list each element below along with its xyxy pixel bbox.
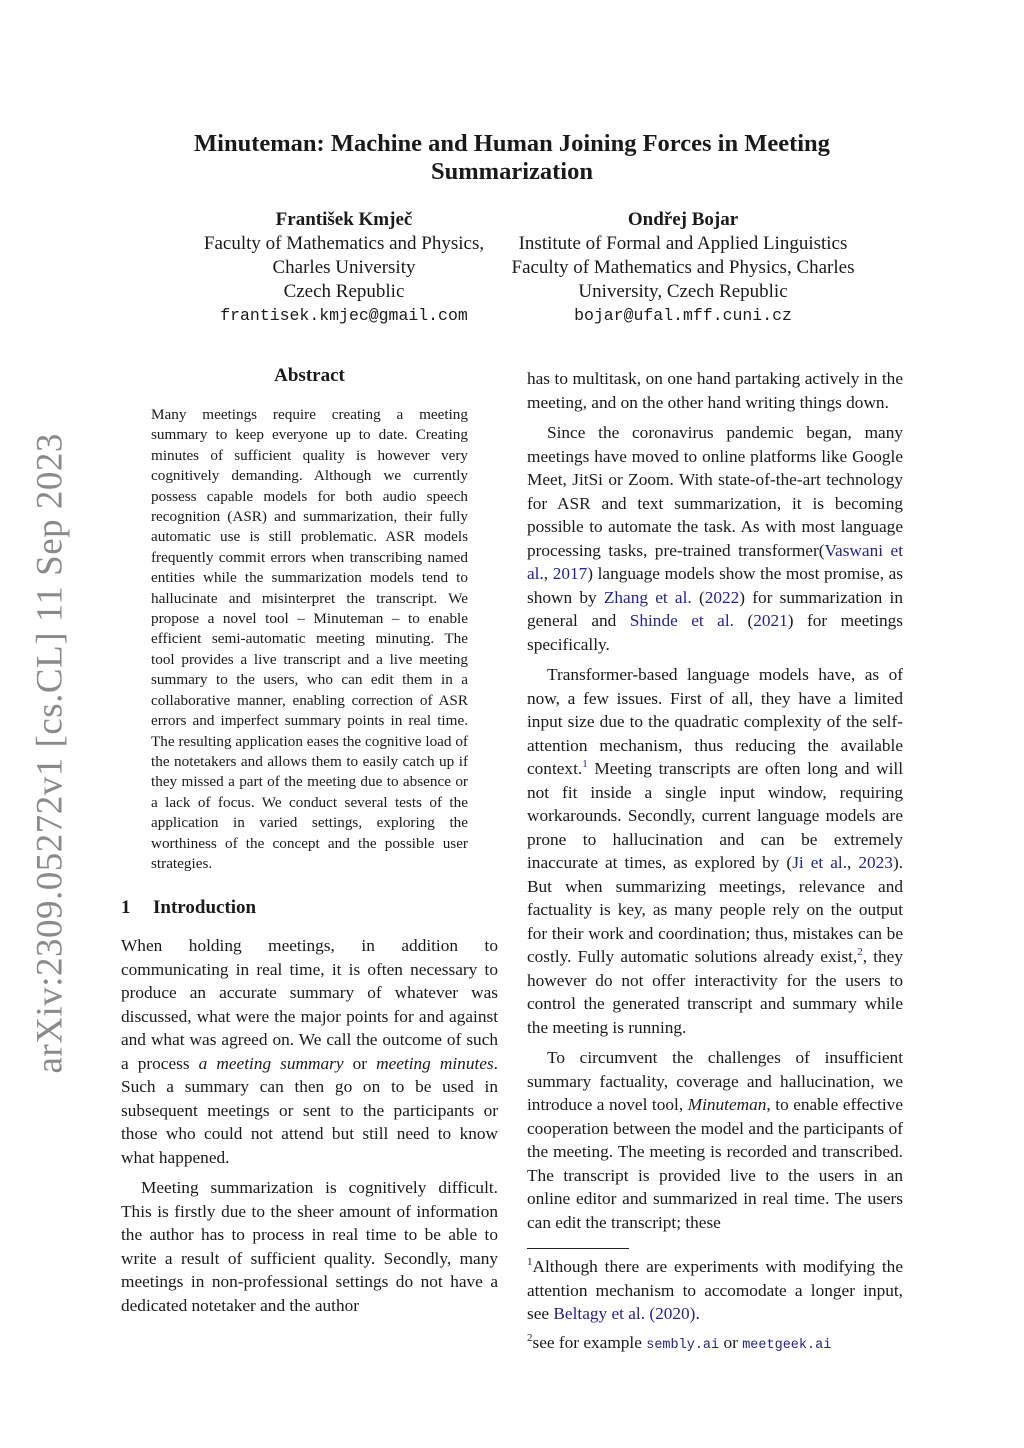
arxiv-stamp — [14, 433, 86, 1074]
intro-body — [121, 934, 498, 1317]
paper-title: Minuteman: Machine and Human Joining Forces in Meeting Summarization — [194, 130, 830, 185]
citation-link[interactable]: Vaswani et al. — [527, 540, 903, 583]
citation-year-link[interactable]: 2021 — [753, 611, 788, 630]
citation-year-link[interactable]: 2023 — [858, 853, 893, 872]
left-column — [121, 364, 498, 1317]
footnote-marker[interactable]: 2 — [857, 946, 863, 958]
section-heading — [121, 896, 498, 920]
author-affiliation: Institute of Formal and Applied Linguistics — [518, 233, 848, 254]
footnote-marker[interactable]: 1 — [582, 758, 588, 770]
abstract-heading: Abstract — [274, 365, 345, 386]
author-affiliation: University, Czech Republic — [578, 281, 788, 302]
citation-link[interactable]: Beltagy et al. (2020) — [553, 1304, 696, 1323]
author-email: bojar@ufal.mff.cuni.cz — [574, 306, 792, 325]
citation-link[interactable]: Shinde et al. — [629, 611, 734, 630]
author-block-2 — [495, 208, 871, 328]
emphasis: a meeting summary — [198, 1053, 344, 1073]
arxiv-identifier: arXiv:2309.05272v1 [cs.CL] 11 Sep 2023 — [29, 433, 71, 1074]
author-affiliation: Faculty of Mathematics and Physics, — [203, 233, 485, 254]
section-number: 1 — [121, 897, 131, 919]
emphasis: Minuteman — [687, 1095, 767, 1114]
footnote-number: 1 — [527, 1256, 533, 1268]
footnote-1: $^1$Although there are experiments with modifying the attention mechanism to accomodate a longer input, see Beltagy et al. (2020). — [527, 1256, 903, 1323]
paragraph: Meeting summarization is cognitively difficult. This is firstly due to the sheer amount of information the author has to process in real time to be able to write a result of sufficient quality. Secondly, many meetings in non-professional settings do not have a dedicated notetaker and the author — [121, 1178, 498, 1315]
author-block-1 — [163, 208, 525, 328]
emphasis: meeting minutes — [376, 1053, 494, 1073]
paragraph: When holding meetings, in addition to communicating in real time, it is often necessary to produce an accurate summary of whatever was discussed, what were the major points for and against and what was agreed on. We call the outcome of such a process a meeting summary or meeting minutes. Such a summary can then go on to be used in subsequent meetings or sent to the participants or those who could not attend but still need to know what happened. — [121, 936, 498, 1167]
footnote-2: $^2$see for example sembly.ai or meetgeek.ai — [527, 1331, 832, 1353]
author-affiliation: Czech Republic — [283, 281, 405, 302]
paragraph: Transformer-based language models have, as of now, a few issues. First of all, they have a limited input size due to the quadratic complexity of the self-attention mechanism, thus reducing the available context.$^1$ Meeting transcripts are often long and will not fit inside a single input window, requiring workarounds. Secondly, current language models are prone to hallucination and can be extremely inaccurate at times, as explored by (Ji et al., 2023). But when summarizing meetings, relevance and factuality is key, as many people rely on the output for their work and coordination; thus, mistakes can be costly. Fully automatic solutions already exist,$^2$, they however do not offer interactivity for the users to control the generated transcript and summary while the meeting is running. — [527, 665, 904, 1037]
paragraph: Since the coronavirus pandemic began, many meetings have moved to online platforms like Google Meet, JitSi or Zoom. With state-of-the-art technology for ASR and text summarization, it is becoming possible to automate the task. As with most language processing tasks, pre-trained transformer(Vaswani et al., 2017) language models show the most promise, as shown by Zhang et al. (2022) for summarization in general and Shinde et al. (2021) for meetings specifically. — [527, 423, 904, 654]
author-name: Ondřej Bojar — [627, 209, 739, 230]
footnote-number: 2 — [527, 1331, 533, 1344]
url-link[interactable]: sembly.ai — [646, 1337, 720, 1353]
paragraph: has to multitask, on one hand partaking actively in the meeting, and on the other hand writing things down. — [527, 369, 903, 412]
footnote-divider — [527, 1248, 629, 1249]
author-name: František Kmječ — [275, 209, 413, 230]
paragraph: To circumvent the challenges of insufficient summary factuality, coverage and hallucination, we introduce a novel tool, Minuteman, to enable effective cooperation between the model and the participants of the meeting. The meeting is recorded and transcribed. The transcript is provided live to the users in an online editor and summarized in real time. The users can edit the transcript; these — [527, 1048, 903, 1232]
url-link[interactable]: meetgeek.ai — [742, 1337, 832, 1353]
author-affiliation: Faculty of Mathematics and Physics, Charles — [511, 257, 855, 278]
citation-link[interactable]: Ji et al. — [792, 853, 848, 872]
right-column — [527, 367, 903, 1357]
citation-year-link[interactable]: 2022 — [704, 587, 740, 607]
author-email: frantisek.kmjec@gmail.com — [220, 306, 468, 325]
citation-link[interactable]: Zhang et al. — [603, 587, 692, 607]
citation-year-link[interactable]: 2017 — [552, 564, 588, 583]
abstract-text: Many meetings require creating a meeting summary to keep everyone up to date. Creating minutes of sufficient quality is however very cognitively demanding. Although we currently possess capable models for both audio speech recognition (ASR) and summarization, their fully automatic use is still problematic. ASR models frequently commit errors when transcribing named entities while the summarization models tend to hallucinate and misinterpret the transcript. We propose a novel tool – Minuteman – to enable efficient semi-automatic meeting minuting. The tool provides a live transcript and a live meeting summary to the users, who can edit them in a collaborative manner, enabling correction of ASR errors and imperfect summary points in real time. The resulting application eases the cognitive load of the notetakers and allows them to easily catch up if they missed a part of the meeting due to absence or a lack of focus. We conduct several tests of the application in varied settings, exploring the worthiness of the concept and the possible user strategies. — [151, 406, 468, 872]
section-title: Introduction — [153, 897, 257, 919]
author-affiliation: Charles University — [272, 257, 416, 278]
